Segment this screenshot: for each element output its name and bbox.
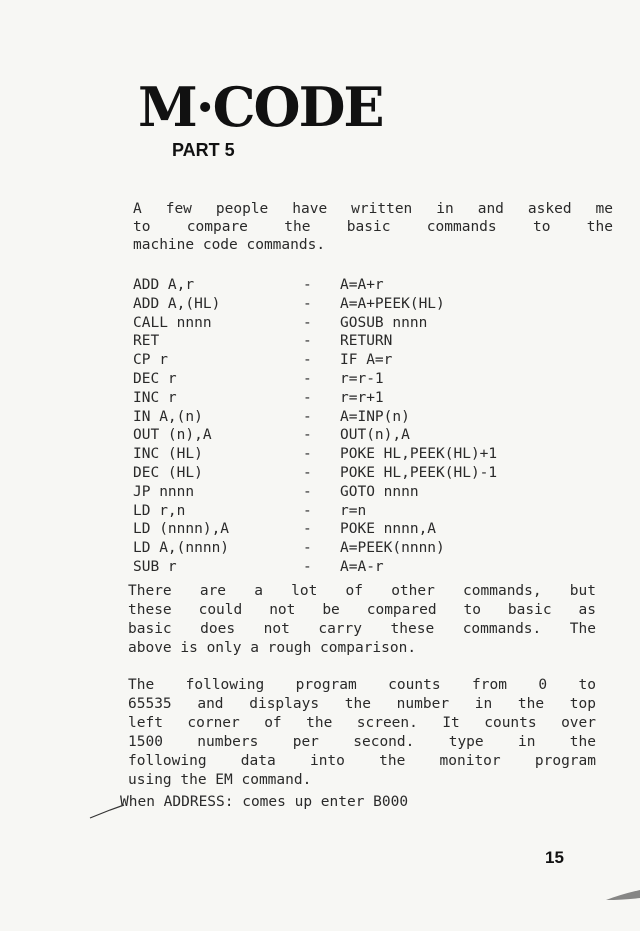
machine-code-command: ADD A,(HL) [133, 295, 221, 312]
page-subtitle: PART 5 [172, 140, 235, 160]
machine-code-command: CP r [133, 352, 168, 369]
separator-dash: - [303, 389, 312, 406]
intro-paragraph [133, 200, 613, 254]
machine-code-command: DEC (HL) [133, 464, 203, 481]
machine-code-command: IN A,(n) [133, 408, 203, 425]
machine-code-command: LD (nnnn),A [133, 521, 230, 538]
basic-equivalent: r=r+1 [340, 389, 384, 406]
separator-dash: - [303, 521, 312, 538]
commands-note-paragraph [128, 582, 596, 658]
separator-dash: - [303, 446, 312, 463]
basic-equivalent: A=A+r [340, 277, 384, 293]
basic-equivalent: A=A+PEEK(HL) [340, 295, 445, 312]
separator-dash: - [303, 427, 312, 444]
machine-code-command: LD A,(nnnn) [133, 540, 230, 557]
separator-dash: - [303, 408, 312, 425]
separator-dash: - [303, 558, 312, 575]
machine-code-command: JP nnnn [133, 483, 195, 500]
paragraph-line: The following program counts from 0 to [128, 677, 596, 693]
paragraph-line: basic does not carry these commands. The [128, 621, 596, 637]
basic-equivalent: POKE HL,PEEK(HL)-1 [340, 464, 498, 481]
machine-code-command: OUT (n),A [133, 427, 212, 444]
basic-equivalent: r=r-1 [340, 370, 384, 387]
paragraph-line: above is only a rough comparison. [128, 640, 417, 656]
basic-equivalent: POKE nnnn,A [340, 521, 437, 538]
machine-code-command: INC (HL) [133, 446, 203, 463]
machine-code-command: CALL nnnn [133, 314, 212, 331]
machine-code-command: SUB r [133, 558, 177, 575]
separator-dash: - [303, 333, 312, 350]
page-title: M·CODE [138, 75, 383, 139]
paragraph-line: using the EM command. [128, 772, 312, 788]
separator-dash: - [303, 540, 312, 557]
basic-equivalent: A=INP(n) [340, 408, 410, 425]
pen-stroke-mark [88, 800, 128, 820]
basic-equivalent: GOSUB nnnn [340, 314, 428, 331]
basic-equivalent: OUT(n),A [340, 427, 410, 444]
machine-code-command: DEC r [133, 370, 177, 387]
separator-dash: - [303, 314, 312, 331]
separator-dash: - [303, 295, 312, 312]
separator-dash: - [303, 502, 312, 519]
program-description-paragraph [128, 676, 596, 790]
paragraph-line: these could not be compared to basic as [128, 602, 596, 618]
basic-equivalent: RETURN [340, 333, 393, 350]
basic-equivalent: GOTO nnnn [340, 483, 419, 500]
separator-dash: - [303, 483, 312, 500]
machine-code-command: RET [133, 333, 160, 350]
paragraph-line: 1500 numbers per second. type in the [128, 734, 596, 750]
paragraph-line: left corner of the screen. It counts over [128, 715, 596, 731]
basic-equivalent: POKE HL,PEEK(HL)+1 [340, 446, 498, 463]
page-number: 15 [545, 848, 564, 867]
paragraph-line: to compare the basic commands to the [133, 219, 613, 235]
basic-equivalent: A=PEEK(nnnn) [340, 540, 445, 557]
separator-dash: - [303, 464, 312, 481]
separator-dash: - [303, 277, 312, 293]
basic-equivalent: r=n [340, 502, 367, 519]
paragraph-line: There are a lot of other commands, but [128, 583, 596, 599]
separator-dash: - [303, 352, 312, 369]
basic-equivalent: A=A-r [340, 558, 384, 575]
paragraph-line: following data into the monitor program [128, 753, 596, 769]
paragraph-line: A few people have written in and asked me [133, 201, 613, 217]
basic-equivalent: IF A=r [340, 352, 393, 369]
paragraph-line: 65535 and displays the number in the top [128, 696, 596, 712]
separator-dash: - [303, 370, 312, 387]
machine-code-command: ADD A,r [133, 277, 195, 293]
paragraph-line: machine code commands. [133, 237, 326, 253]
address-prompt-line: When ADDRESS: comes up enter B000 [120, 794, 409, 810]
machine-code-command: LD r,n [133, 502, 186, 519]
machine-code-command: INC r [133, 389, 177, 406]
page-edge-shadow [600, 888, 640, 906]
